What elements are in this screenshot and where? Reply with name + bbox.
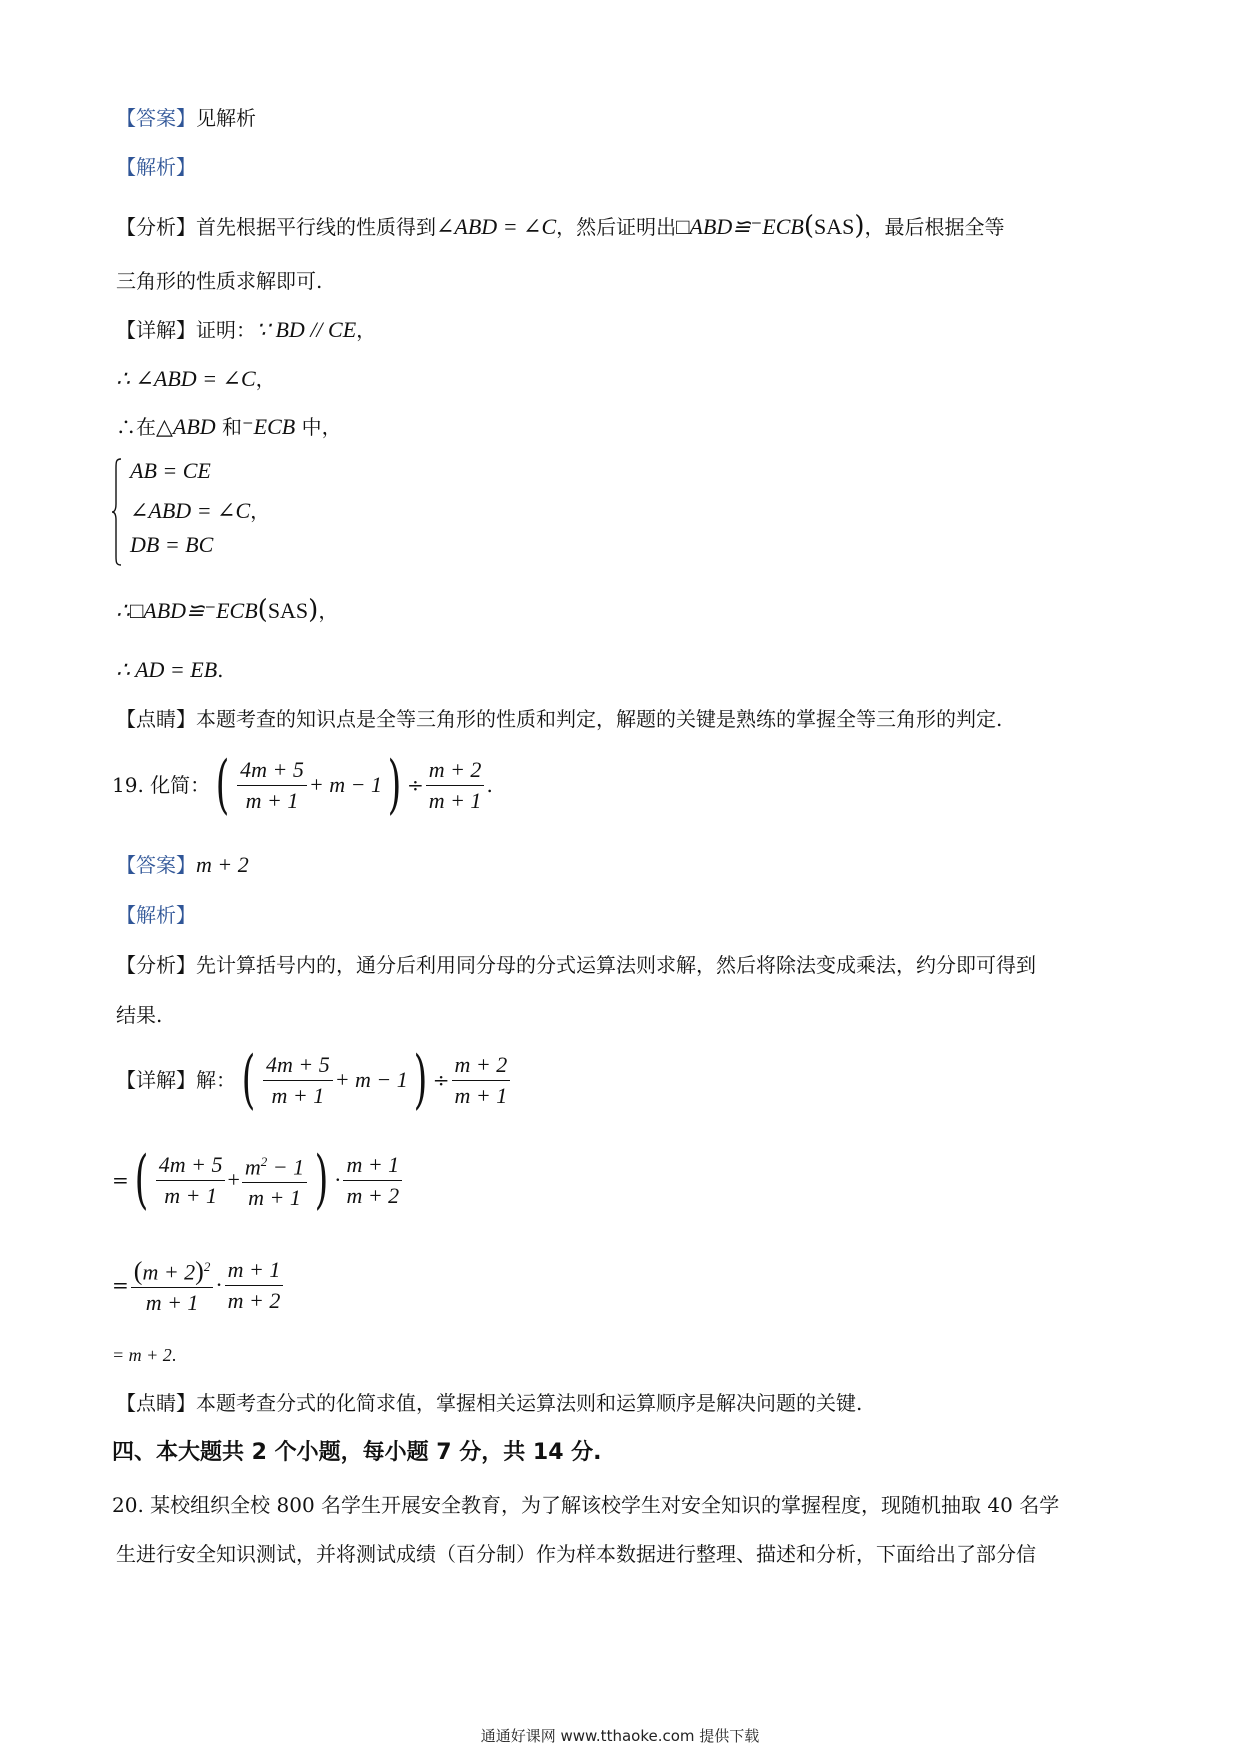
q19-comment-text: 本题考查分式的化简求值，掌握相关运算法则和运算顺序是解决问题的关键. <box>196 1391 863 1415</box>
q19-step4 <box>112 1345 176 1367</box>
q18-fenxi-line1: 【分析】首先根据平行线的性质得到∠ABD = ∠C，然后证明出□ABD≌⁻ECB(SAS)，最后根据全等 <box>116 211 1005 241</box>
q20-line2: 生进行安全知识测试，并将测试成绩（百分制）作为样本数据进行整理、描述和分析，下面给出了部分信 <box>116 1542 1036 1566</box>
comment-text: 本题考查的知识点是全等三角形的性质和判定，解题的关键是熟练的掌握全等三角形的判定. <box>196 707 1003 731</box>
answer-text: 见解析 <box>196 106 256 130</box>
fenxi-text-c: ，最后根据全等 <box>864 215 1005 239</box>
q19-frac-1-den: m + 1 <box>245 787 299 813</box>
q19-mid: + m − 1 <box>308 771 382 797</box>
fenxi-tag: 【分析】 <box>116 215 196 239</box>
step2-frac-1 <box>156 1150 226 1211</box>
fenxi-math-1: ∠ABD = ∠C <box>436 214 557 239</box>
q19-prompt-line: 19. 化简：( $\frac{4m + 5}{m + 1}$ + m − 1) ÷ $\frac{m + 2}{m + 1}$ . <box>112 748 493 822</box>
system-line-1: AB = CE <box>130 458 211 483</box>
detail-frac-2-num: m + 2 <box>452 1050 511 1081</box>
q19-step2: =( $\frac{4m + 5}{m + 1}$ + $\frac{m^2 - 1}{m + 1}$ ) · $\frac{m + 1}{m + 2}$ <box>112 1147 404 1213</box>
system-line-3: DB = BC <box>130 532 214 557</box>
step2-frac-2 <box>242 1147 307 1213</box>
step2-eq: = <box>112 1168 129 1193</box>
detail-mid: + m − 1 <box>334 1066 408 1092</box>
step4-math: = m + 2 <box>112 1345 172 1365</box>
step2-frac-2-num <box>242 1147 307 1183</box>
q19-comment-line <box>116 1391 862 1415</box>
comment-tag: 【点睛】 <box>116 707 196 731</box>
step2-frac-3-den: m + 2 <box>346 1182 400 1208</box>
detail-frac-1 <box>263 1050 333 1111</box>
step2-frac-1-den: m + 1 <box>164 1182 217 1208</box>
step2-frac-2-den: m + 1 <box>248 1185 301 1211</box>
detail-div: ÷ <box>432 1068 450 1092</box>
q19-frac-1-num: 4m + 5 <box>237 755 307 786</box>
step2-frac-1-num: 4m + 5 <box>156 1150 226 1181</box>
q18-step2 <box>116 414 342 440</box>
left-brace-icon <box>112 458 122 566</box>
q19-fenxi-line1 <box>116 953 1036 977</box>
q19-detail-text: 解： <box>196 1068 236 1092</box>
step2-frac-3-num: m + 1 <box>343 1150 402 1181</box>
step2-dot: · <box>334 1166 342 1192</box>
detail-frac-2 <box>452 1050 511 1111</box>
comment-tag: 【点睛】 <box>116 1391 196 1415</box>
q18-answer-line <box>116 106 256 130</box>
step2-frac-3 <box>343 1150 402 1211</box>
comma: ， <box>250 499 271 523</box>
fenxi-tag: 【分析】 <box>116 953 196 977</box>
step3-frac-1-num: $(m + 2)^2$ <box>131 1252 214 1288</box>
q19-div: ÷ <box>406 773 424 797</box>
q19-detail-line: 【详解】解：( $\frac{4m + 5}{m + 1}$ + m − 1) ÷ $\frac{m + 2}{m + 1}$ <box>116 1048 512 1112</box>
q19-fenxi-line2: 结果. <box>116 1003 163 1027</box>
step2-text-a: ∴在 <box>116 415 156 439</box>
comma: ， <box>255 367 276 391</box>
q18-detail-line <box>116 317 376 343</box>
q19-prompt: 19. 化简： <box>112 773 211 797</box>
answer-tag: 【答案】 <box>116 106 196 130</box>
q19-frac-2 <box>426 755 485 816</box>
q18-step3: ∴□ABD≌⁻ECB(SAS)， <box>116 595 339 625</box>
step2-text-b: 和 <box>215 415 243 439</box>
step3-dot: · <box>215 1271 223 1297</box>
q19-frac-2-den: m + 1 <box>428 787 482 813</box>
q19-fenxi-text: 先计算括号内的，通分后利用同分母的分式运算法则求解，然后将除法变成乘法，约分即可得到 <box>196 953 1036 977</box>
detail-frac-2-den: m + 1 <box>454 1082 508 1108</box>
q19-step3 <box>112 1252 285 1318</box>
step3-frac-1-den: m + 1 <box>145 1290 199 1316</box>
period: . <box>486 773 493 797</box>
detail-text: 证明： <box>196 318 256 342</box>
step3-frac-2 <box>225 1255 284 1316</box>
comma: ， <box>356 318 377 342</box>
step3-frac-1 <box>131 1252 214 1318</box>
q19-analysis-tag <box>116 903 196 927</box>
fenxi-text-b: ，然后证明出 <box>556 215 677 239</box>
step2-math-1: △ABD <box>156 414 216 439</box>
detail-tag: 【详解】 <box>116 318 196 342</box>
detail-frac-1-den: m + 1 <box>271 1082 325 1108</box>
step2-math-2: ⁻ECB <box>242 414 296 439</box>
system-line-2-wrap <box>130 495 270 524</box>
q18-fenxi-line2: 三角形的性质求解即可. <box>116 269 323 293</box>
step3-sup: 2 <box>203 1259 211 1274</box>
detail-frac-1-num: 4m + 5 <box>263 1050 333 1081</box>
detail-tag: 【详解】 <box>116 1068 196 1092</box>
fenxi-sas: SAS <box>813 214 855 239</box>
step2-text-c: 中， <box>295 415 342 439</box>
q19-frac-2-num: m + 2 <box>426 755 485 786</box>
step2-frac-2-sup: 2 <box>260 1154 268 1169</box>
step3-frac-2-num: m + 1 <box>225 1255 284 1286</box>
section-heading: 四、本大题共 2 个小题，每小题 7 分，共 14 分. <box>112 1440 602 1465</box>
detail-math: ∵ BD // CE <box>256 317 357 342</box>
step3-num-inner: m + 2 <box>142 1259 196 1285</box>
q19-answer-line <box>116 852 249 878</box>
q18-step4 <box>116 657 224 683</box>
step2-plus: + <box>227 1166 240 1192</box>
q18-analysis-tag <box>116 155 196 179</box>
step3-math: ∴□ABD≌⁻ECB <box>116 598 258 623</box>
q19-answer-math: m + 2 <box>196 852 249 877</box>
analysis-tag: 【解析】 <box>116 903 196 927</box>
step4-math: ∴ AD = EB <box>116 657 218 682</box>
step3-eq: = <box>112 1273 129 1298</box>
step3-frac-2-den: m + 2 <box>227 1287 281 1313</box>
q20-line1: 20. 某校组织全校 800 名学生开展安全教育，为了解该校学生对安全知识的掌握程度，现随机抽取 40 名学 <box>112 1493 1060 1517</box>
period: . <box>171 1345 177 1365</box>
system-line-2: ∠ABD = ∠C <box>130 498 251 523</box>
fenxi-math-2: □ABD≌⁻ECB <box>676 214 804 239</box>
step1-math: ∴ ∠ABD = ∠C <box>116 366 256 391</box>
step2-frac-2-num-rest: − 1 <box>267 1154 305 1180</box>
fenxi-text-a: 首先根据平行线的性质得到 <box>196 215 436 239</box>
period: . <box>217 658 224 682</box>
step2-frac-2-num-m: m <box>244 1154 261 1180</box>
comma: ， <box>318 599 339 623</box>
page-footer: 通通好课网 www.tthaoke.com 提供下载 <box>480 1727 760 1745</box>
answer-tag: 【答案】 <box>116 853 196 877</box>
step3-sas: SAS <box>267 598 309 623</box>
q18-comment-line <box>116 707 1002 731</box>
q19-frac-1 <box>237 755 307 816</box>
q18-step1 <box>116 366 276 392</box>
analysis-tag: 【解析】 <box>116 155 196 179</box>
